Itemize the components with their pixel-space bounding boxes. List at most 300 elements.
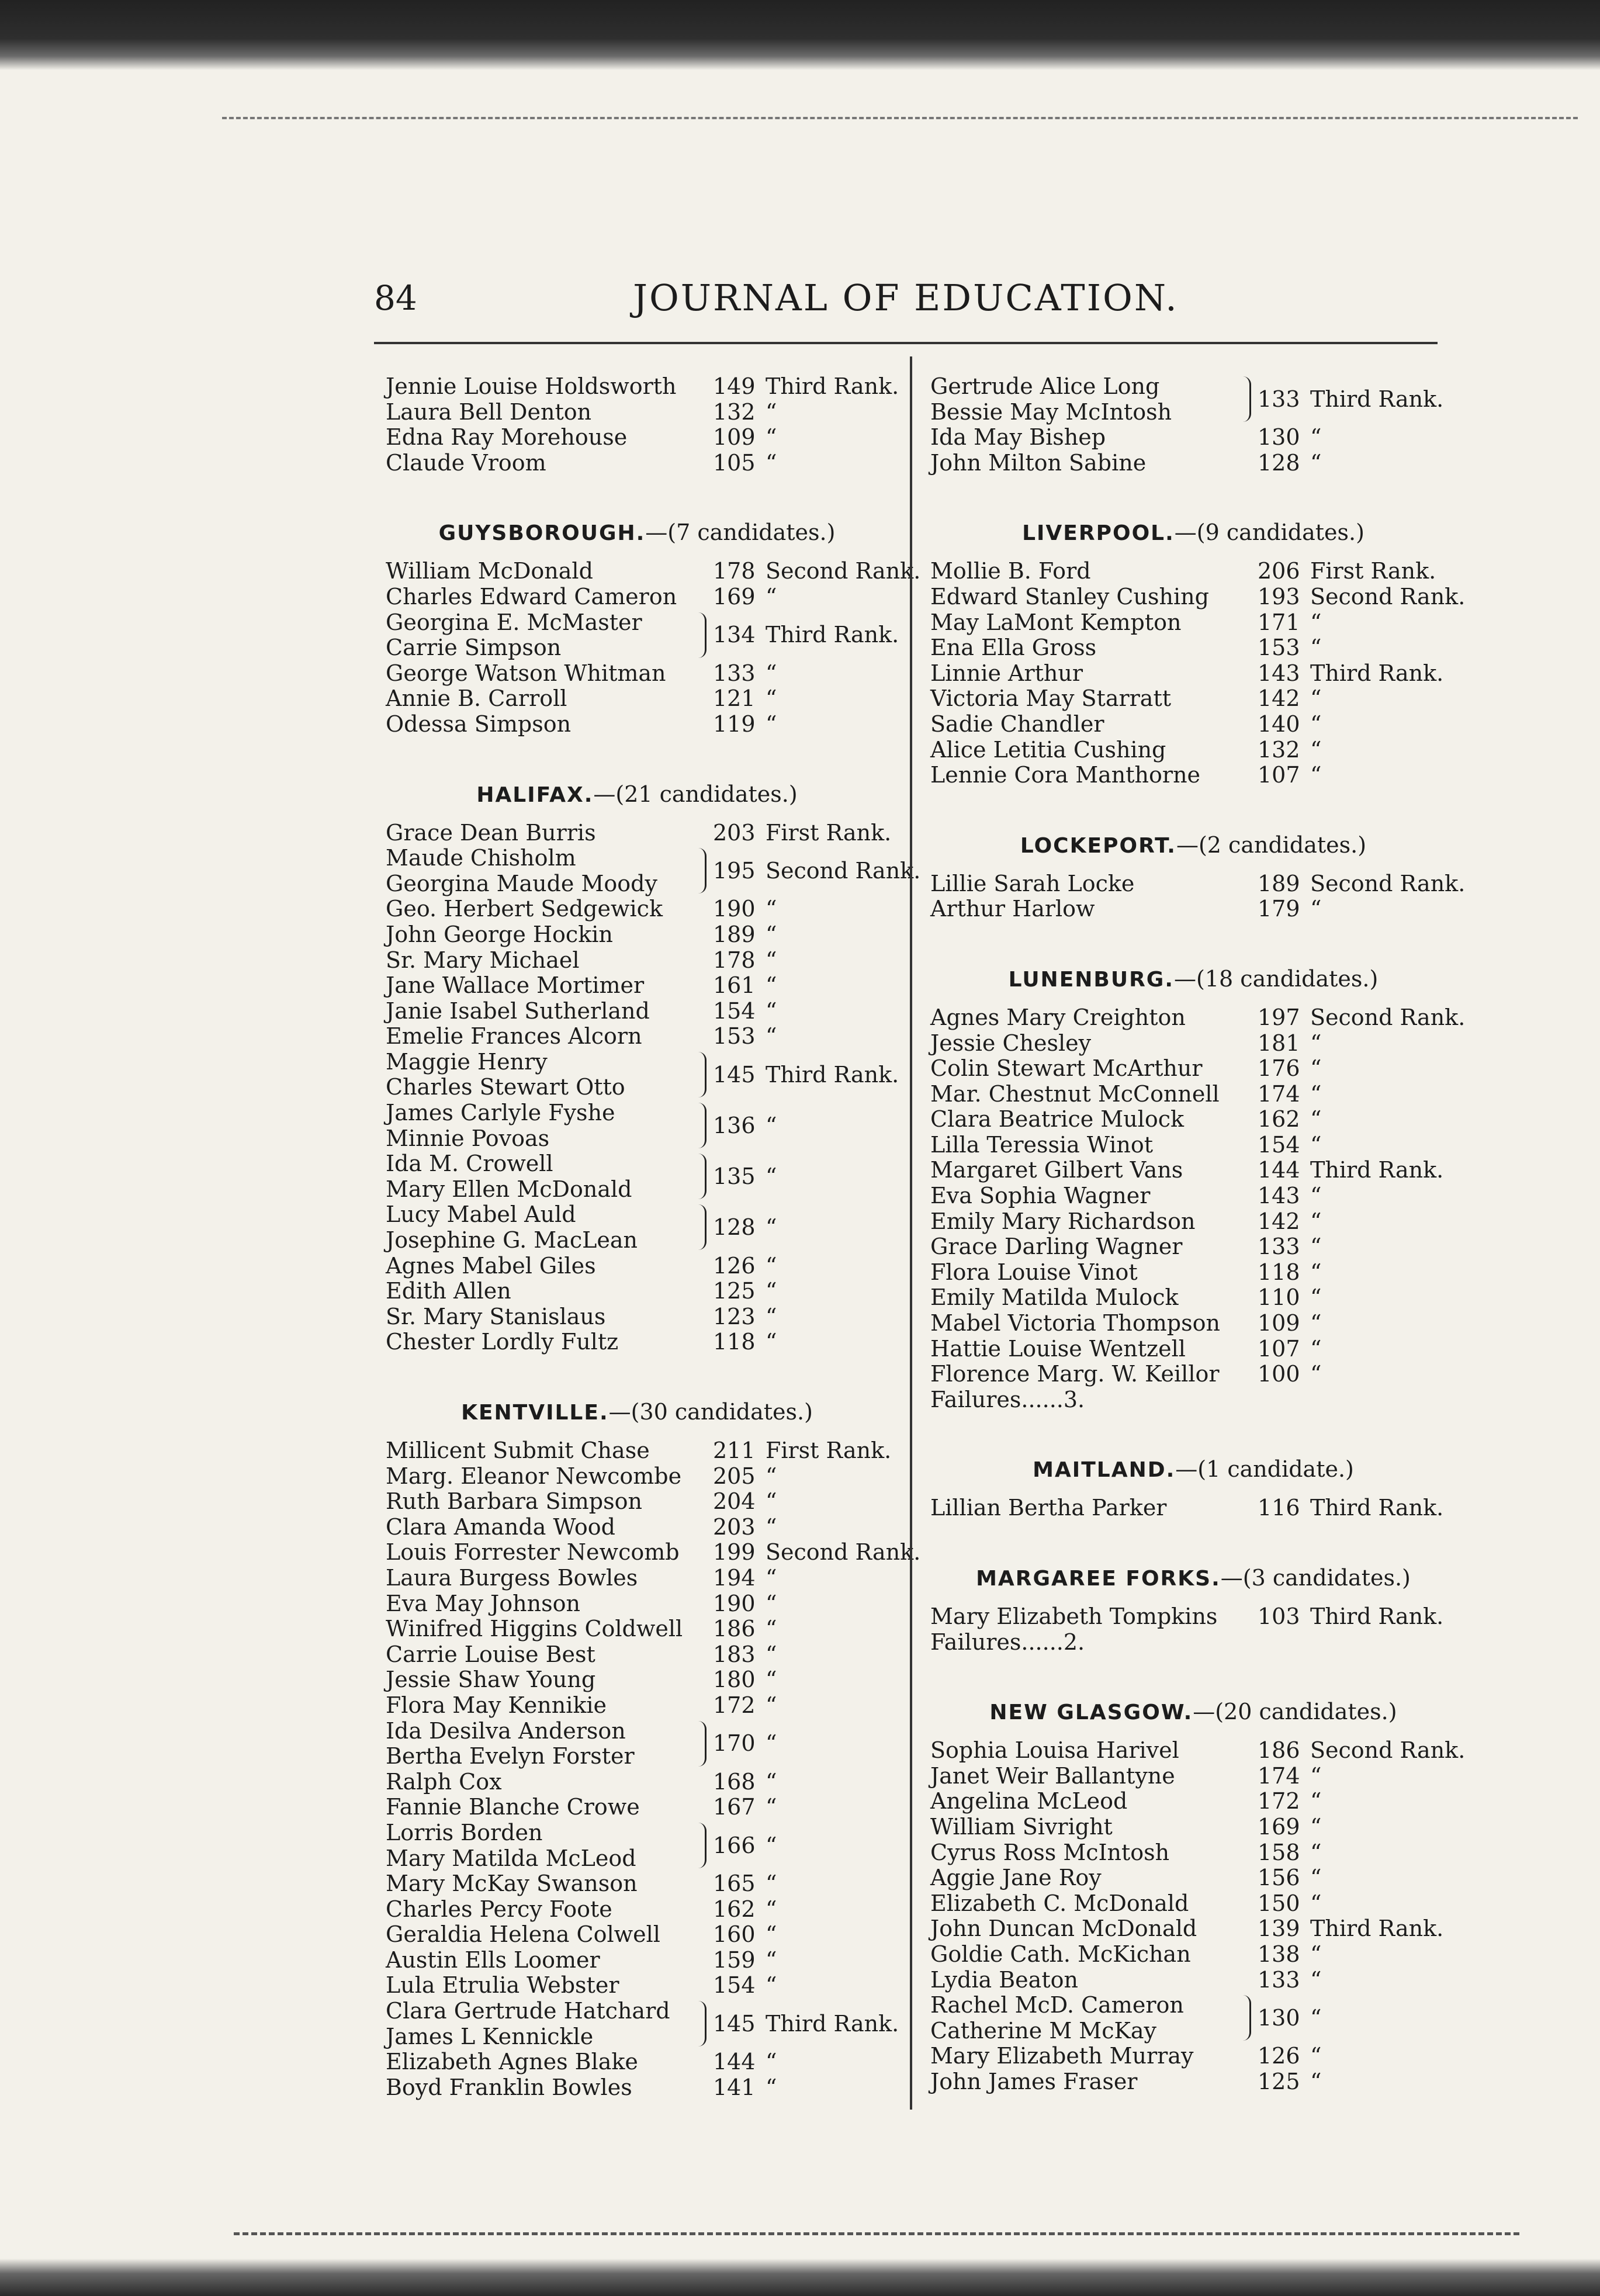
candidate-entry [930, 1133, 1456, 1158]
candidate-name: Grace Dean Burris [386, 819, 596, 846]
candidate-name: Edna Ray Morehouse [386, 424, 628, 451]
grouping-brace [1239, 1995, 1251, 2041]
candidate-rank: Third Rank. [766, 373, 899, 399]
candidate-entry [930, 583, 1466, 610]
grouping-brace [694, 1154, 707, 1199]
candidate-rank: “ [1310, 1030, 1322, 1056]
candidate-names [930, 1260, 1138, 1286]
candidate-rank: First Rank. [1310, 558, 1436, 584]
candidate-names [386, 1922, 660, 1948]
candidate-rank: Third Rank. [766, 1061, 899, 1088]
candidate-name: Rachel McD. Cameron [930, 1992, 1184, 2018]
candidate-name: Ena Ella Gross [930, 635, 1097, 661]
candidate-name: John Duncan McDonald [930, 1916, 1197, 1942]
candidate-name: Mollie B. Ford [930, 558, 1091, 584]
region-name: NEW GLASGOW. [989, 1701, 1193, 1725]
candidate-names [386, 1024, 642, 1050]
candidate-rank: “ [766, 1463, 777, 1489]
candidate-names [930, 559, 1091, 584]
candidate-names [930, 1916, 1197, 1942]
candidate-name: Maggie Henry [386, 1048, 548, 1075]
candidate-rank: Second Rank. [766, 1539, 921, 1566]
candidate-name: Louis Forrester Newcomb [386, 1539, 680, 1566]
candidate-entry [386, 2075, 888, 2101]
results-section [930, 476, 1466, 788]
candidate-name: Georgina Maude Moody [386, 870, 657, 896]
candidate-names [930, 2044, 1193, 2069]
candidate-name: Colin Stewart McArthur [930, 1055, 1203, 1082]
candidate-names [386, 999, 650, 1024]
candidate-names [386, 686, 567, 712]
candidate-score: 107 [1258, 1335, 1300, 1362]
candidate-score: 135 [713, 1163, 756, 1190]
candidate-name: Laura Burgess Bowles [386, 1564, 638, 1591]
candidate-entry [386, 1515, 888, 1540]
candidate-names [386, 846, 657, 896]
candidate-score: 203 [713, 819, 756, 846]
candidate-name: Marg. Eleanor Newcombe [386, 1463, 682, 1489]
candidate-name: Mar. Chestnut McConnell [930, 1081, 1220, 1107]
candidate-score: 178 [713, 558, 756, 584]
region-name: GUYSBOROUGH. [438, 521, 646, 546]
candidate-score: 149 [713, 373, 756, 399]
candidate-score: 110 [1258, 1284, 1300, 1311]
candidate-names [386, 1999, 670, 2049]
candidate-names [386, 1050, 625, 1100]
candidate-name: Josephine G. MacLean [386, 1227, 638, 1253]
candidate-count: —(21 candidates.) [593, 781, 798, 807]
candidate-names [930, 1107, 1184, 1133]
column-divider [910, 356, 912, 2110]
candidate-names [930, 661, 1083, 687]
candidate-rank: Second Rank. [766, 857, 921, 884]
candidate-names [930, 1789, 1127, 1814]
candidate-entry [930, 1737, 1466, 1764]
section-heading [930, 819, 1456, 871]
section-spacer [930, 1521, 1456, 1552]
grouping-brace [694, 1052, 707, 1097]
candidate-score: 158 [1258, 1839, 1300, 1865]
section-heading [930, 1443, 1456, 1495]
candidate-entry [930, 737, 1456, 763]
candidate-rank: “ [766, 2074, 777, 2100]
candidate-rank: “ [766, 1947, 777, 1973]
candidate-name: George Watson Whitman [386, 660, 666, 686]
candidate-rank: “ [1310, 685, 1322, 712]
candidate-names [930, 1604, 1217, 1630]
candidate-name: Mary Elizabeth Tompkins [930, 1604, 1218, 1629]
region-name: LUNENBURG. [1008, 967, 1175, 992]
candidate-name: Maude Chisholm [386, 845, 576, 871]
candidate-rank: “ [766, 1214, 777, 1241]
candidate-name: Carrie Simpson [386, 635, 562, 661]
candidate-score: 153 [713, 1023, 756, 1050]
candidate-rank: “ [766, 947, 777, 973]
candidate-names [930, 763, 1200, 788]
candidate-entry [386, 999, 888, 1024]
candidate-score: 128 [1258, 449, 1300, 476]
candidate-entry [930, 1789, 1456, 1814]
candidate-entry [930, 1764, 1456, 1789]
candidate-name: Sadie Chandler [930, 711, 1104, 737]
candidate-name: Geraldia Helena Colwell [386, 1921, 660, 1948]
candidate-entry [930, 635, 1456, 661]
candidate-name: Lennie Cora Manthorne [930, 762, 1201, 788]
candidate-names [386, 1693, 607, 1719]
candidate-rank: “ [766, 1590, 777, 1616]
candidate-score: 100 [1258, 1361, 1300, 1387]
candidate-names [386, 2049, 638, 2075]
candidate-rank: “ [766, 1112, 777, 1138]
candidate-score: 126 [1258, 2043, 1300, 2069]
candidate-score: 123 [713, 1303, 756, 1329]
candidate-names [386, 1279, 511, 1304]
candidate-names [386, 1820, 636, 1871]
candidate-names [930, 1133, 1153, 1158]
candidate-rank: “ [1310, 1284, 1322, 1311]
candidate-rank: “ [1310, 711, 1322, 737]
candidate-names [386, 922, 613, 948]
grouping-brace [694, 1204, 707, 1250]
candidate-name: Bessie May McIntosh [930, 399, 1172, 425]
candidate-name: Charles Edward Cameron [386, 583, 677, 610]
candidate-names [386, 374, 677, 400]
candidate-entry [930, 1814, 1456, 1840]
candidate-entry [930, 1993, 1456, 2044]
candidate-name: Sr. Mary Stanislaus [386, 1303, 606, 1329]
section-spacer [386, 737, 888, 768]
candidate-name: Eva Sophia Wagner [930, 1183, 1151, 1209]
candidate-count: —(30 candidates.) [608, 1399, 813, 1425]
candidate-name: Jennie Louise Holdsworth [386, 373, 677, 399]
candidate-rank: “ [1310, 1183, 1322, 1209]
candidate-rank: “ [766, 449, 777, 476]
candidate-name: James Carlyle Fyshe [386, 1100, 615, 1126]
journal-title: JOURNAL OF EDUCATION. [633, 276, 1179, 319]
candidate-entry [386, 373, 899, 400]
candidate-name: Lula Etrulia Webster [386, 1972, 619, 1999]
candidate-rank: “ [766, 1616, 777, 1642]
candidate-score: 116 [1258, 1495, 1300, 1521]
candidate-rank: “ [1310, 424, 1322, 451]
candidate-entry [386, 425, 888, 451]
candidate-name: Emelie Frances Alcorn [386, 1023, 642, 1050]
candidate-rank: “ [1310, 762, 1322, 788]
header-rule [374, 342, 1438, 344]
candidate-entry [386, 1100, 888, 1151]
candidate-name: Janie Isabel Sutherland [386, 998, 650, 1024]
candidate-rank: “ [766, 1921, 777, 1948]
candidate-score: 167 [713, 1794, 756, 1820]
candidate-score: 183 [713, 1641, 756, 1667]
candidate-entry [930, 1840, 1456, 1866]
candidate-names [386, 1616, 683, 1642]
candidate-entry [930, 2069, 1456, 2095]
candidate-entry [386, 819, 892, 846]
candidate-score: 172 [1258, 1788, 1300, 1814]
candidate-rank: “ [766, 1303, 777, 1329]
candidate-score: 138 [1258, 1941, 1300, 1967]
candidate-name: Alice Letitia Cushing [930, 736, 1166, 763]
candidate-name: Jessie Shaw Young [386, 1667, 596, 1693]
candidate-names [930, 1005, 1186, 1031]
candidate-name: Agnes Mary Creighton [930, 1004, 1186, 1030]
candidate-score: 133 [713, 660, 756, 686]
candidate-name: Flora May Kennikie [386, 1692, 607, 1718]
candidate-rank: “ [766, 972, 777, 999]
candidate-entry [930, 1260, 1456, 1286]
candidate-score: 174 [1258, 1081, 1300, 1107]
section-spacer [930, 1655, 1456, 1685]
candidate-entry [930, 374, 1456, 425]
candidate-entry [930, 425, 1456, 451]
candidate-score: 130 [1258, 2004, 1300, 2031]
section-spacer [930, 788, 1456, 819]
candidate-names [930, 425, 1106, 451]
candidate-name: Ruth Barbara Simpson [386, 1488, 642, 1515]
candidate-entry [930, 451, 1456, 476]
candidate-rank: “ [766, 1514, 777, 1540]
candidate-names [930, 610, 1181, 636]
candidate-name: Sophia Louisa Harivel [930, 1737, 1179, 1764]
candidate-names [386, 820, 596, 846]
candidate-entry [930, 610, 1456, 636]
candidate-score: 103 [1258, 1604, 1300, 1629]
candidate-name: Elizabeth C. McDonald [930, 1890, 1189, 1916]
results-section [930, 1412, 1456, 1521]
candidate-rank: “ [1310, 1865, 1322, 1891]
candidate-name: Millicent Submit Chase [386, 1438, 650, 1463]
candidate-names [386, 1438, 650, 1464]
candidate-count: —(7 candidates.) [645, 520, 836, 546]
candidate-name: Claude Vroom [386, 449, 546, 476]
candidate-names [930, 1056, 1202, 1082]
candidate-name: Laura Bell Denton [386, 399, 592, 425]
candidate-entry [386, 1048, 899, 1100]
candidate-names [930, 896, 1095, 922]
candidate-names [386, 661, 666, 687]
candidate-entry [930, 1031, 1456, 1057]
candidate-names [930, 1764, 1175, 1789]
candidate-names [386, 1566, 638, 1591]
candidate-name: Chester Lordly Fultz [386, 1329, 619, 1355]
candidate-name: James L Kennickle [386, 2023, 594, 2049]
candidate-entry [386, 1820, 888, 1871]
candidate-score: 154 [1258, 1131, 1300, 1158]
candidate-rank: Third Rank. [1310, 1495, 1444, 1521]
candidate-names [386, 712, 571, 737]
results-section [386, 476, 921, 737]
results-section [930, 374, 1456, 476]
candidate-name: Fannie Blanche Crowe [386, 1794, 640, 1820]
candidate-rank: “ [766, 424, 777, 451]
candidate-score: 206 [1258, 558, 1300, 584]
candidate-entry [930, 1234, 1456, 1260]
candidate-score: 190 [713, 1590, 756, 1616]
candidate-entry [386, 1795, 888, 1820]
candidate-name: Mary Ellen McDonald [386, 1176, 632, 1202]
candidate-name: Ida M. Crowell [386, 1151, 553, 1177]
candidate-score: 125 [713, 1278, 756, 1304]
candidate-rank: “ [1310, 1966, 1322, 1993]
candidate-entry [930, 1158, 1456, 1183]
candidate-score: 195 [713, 857, 756, 884]
candidate-entry [386, 845, 921, 896]
candidate-names [386, 1515, 615, 1540]
candidate-score: 107 [1258, 762, 1300, 788]
candidate-entry [930, 661, 1456, 687]
candidate-rank: “ [1310, 1335, 1322, 1362]
candidate-rank: Third Rank. [1310, 1157, 1444, 1183]
candidate-score: 189 [1258, 870, 1300, 896]
candidate-entry [386, 400, 888, 425]
candidate-score: 105 [713, 449, 756, 476]
candidate-names [930, 1209, 1195, 1235]
candidate-score: 119 [713, 711, 756, 737]
candidate-rank: “ [766, 896, 777, 922]
candidate-names [930, 374, 1172, 425]
candidate-score: 154 [713, 998, 756, 1024]
candidate-entry [930, 1891, 1456, 1917]
candidate-name: Grace Darling Wagner [930, 1234, 1183, 1260]
candidate-names [930, 1814, 1113, 1840]
region-name: MARGAREE FORKS. [976, 1567, 1221, 1591]
candidate-names [930, 871, 1134, 897]
section-heading [386, 1386, 888, 1438]
candidate-score: 166 [713, 1832, 756, 1858]
candidate-rank: Second Rank. [1310, 583, 1466, 610]
candidate-entry [930, 870, 1466, 897]
candidate-entry [930, 559, 1456, 584]
candidate-entry [386, 661, 888, 687]
candidate-entry [386, 896, 888, 922]
candidate-rank: “ [1310, 736, 1322, 763]
candidate-entry [386, 1279, 888, 1304]
candidate-score: 154 [713, 1972, 756, 1999]
candidate-rank: First Rank. [766, 819, 892, 846]
candidate-names [386, 1948, 600, 1973]
candidate-score: 150 [1258, 1890, 1300, 1916]
candidate-entry [930, 1362, 1456, 1387]
candidate-score: 143 [1258, 660, 1300, 686]
candidate-names [386, 451, 546, 476]
candidate-names [386, 400, 591, 425]
candidate-name: Janet Weir Ballantyne [930, 1762, 1175, 1789]
candidate-score: 205 [713, 1463, 756, 1489]
candidate-rank: Second Rank. [766, 558, 921, 584]
candidate-name: Ida May Bishep [930, 424, 1106, 451]
candidate-rank: “ [1310, 2004, 1322, 2031]
candidate-names [386, 610, 642, 661]
candidate-rank: “ [766, 998, 777, 1024]
candidate-names [386, 1100, 615, 1151]
candidate-rank: “ [766, 399, 777, 425]
candidate-rank: “ [1310, 1361, 1322, 1387]
candidate-score: 181 [1258, 1030, 1300, 1056]
candidate-rank: “ [1310, 1762, 1322, 1789]
candidate-rank: “ [1310, 896, 1322, 922]
candidate-names [930, 1336, 1186, 1362]
candidate-entry [930, 1604, 1456, 1630]
candidate-names [386, 1795, 640, 1820]
candidate-name: Elizabeth Agnes Blake [386, 2049, 638, 2075]
section-heading [930, 506, 1456, 559]
scan-top-edge [0, 0, 1600, 70]
candidate-entry [386, 558, 921, 584]
candidate-score: 211 [713, 1438, 756, 1463]
candidate-names [930, 737, 1166, 763]
candidate-name: Mary Elizabeth Murray [930, 2043, 1194, 2069]
candidate-name: Clara Gertrude Hatchard [386, 1998, 670, 2024]
candidate-entry [386, 1642, 888, 1668]
candidate-rank: “ [1310, 1890, 1322, 1916]
candidate-names [386, 1304, 605, 1330]
candidate-names [386, 1329, 618, 1355]
left-column [386, 373, 921, 2100]
candidate-names [930, 1968, 1078, 1993]
candidate-count: —(9 candidates.) [1174, 520, 1364, 546]
region-name: MAITLAND. [1033, 1458, 1176, 1483]
candidate-score: 109 [1258, 1310, 1300, 1336]
candidate-names [930, 1183, 1150, 1209]
candidate-name: Lilla Teressia Winot [930, 1131, 1154, 1158]
candidate-name: Emily Matilda Mulock [930, 1284, 1179, 1311]
candidate-rank: “ [1310, 2068, 1322, 2094]
candidate-rank: “ [1310, 635, 1322, 661]
candidate-rank: Third Rank. [1310, 1916, 1444, 1942]
candidate-names [386, 1464, 681, 1490]
candidate-rank: “ [1310, 1208, 1322, 1234]
candidate-entry [386, 1591, 888, 1617]
candidate-names [930, 1158, 1183, 1183]
grouping-brace [1239, 376, 1251, 422]
candidate-names [930, 1082, 1220, 1107]
candidate-name: William Sivright [930, 1813, 1113, 1840]
candidate-name: Eva May Johnson [386, 1590, 580, 1616]
candidate-entry [930, 712, 1456, 737]
candidate-rank: “ [766, 685, 777, 712]
candidate-score: 193 [1258, 583, 1300, 610]
candidate-rank: “ [766, 1972, 777, 1999]
candidate-name: Agnes Mabel Giles [386, 1252, 596, 1279]
candidate-name: Carrie Louise Best [386, 1641, 595, 1667]
candidate-entry [386, 973, 888, 999]
candidate-score: 161 [713, 972, 756, 999]
results-section [930, 922, 1466, 1413]
section-heading [930, 1552, 1456, 1604]
candidate-names [386, 2075, 632, 2101]
candidate-score: 133 [1258, 386, 1300, 412]
candidate-names [930, 1031, 1091, 1057]
candidate-count: —(2 candidates.) [1176, 832, 1367, 858]
candidate-rank: “ [766, 921, 777, 947]
candidate-name: Odessa Simpson [386, 711, 572, 737]
candidate-score: 142 [1258, 685, 1300, 712]
candidate-names [386, 1871, 638, 1897]
candidate-count: —(1 candidate.) [1175, 1456, 1354, 1483]
candidate-score: 174 [1258, 1762, 1300, 1789]
candidate-rank: “ [766, 1023, 777, 1050]
candidate-name: Austin Ells Loomer [386, 1947, 600, 1973]
candidate-names [930, 1495, 1166, 1521]
candidate-entry [386, 451, 888, 476]
candidate-entry [386, 1253, 888, 1279]
candidate-count: —(20 candidates.) [1193, 1699, 1397, 1725]
candidate-score: 169 [1258, 1813, 1300, 1840]
candidate-entry [930, 1311, 1456, 1336]
section-spacer [930, 476, 1456, 506]
candidate-rank: Second Rank. [1310, 1737, 1466, 1764]
